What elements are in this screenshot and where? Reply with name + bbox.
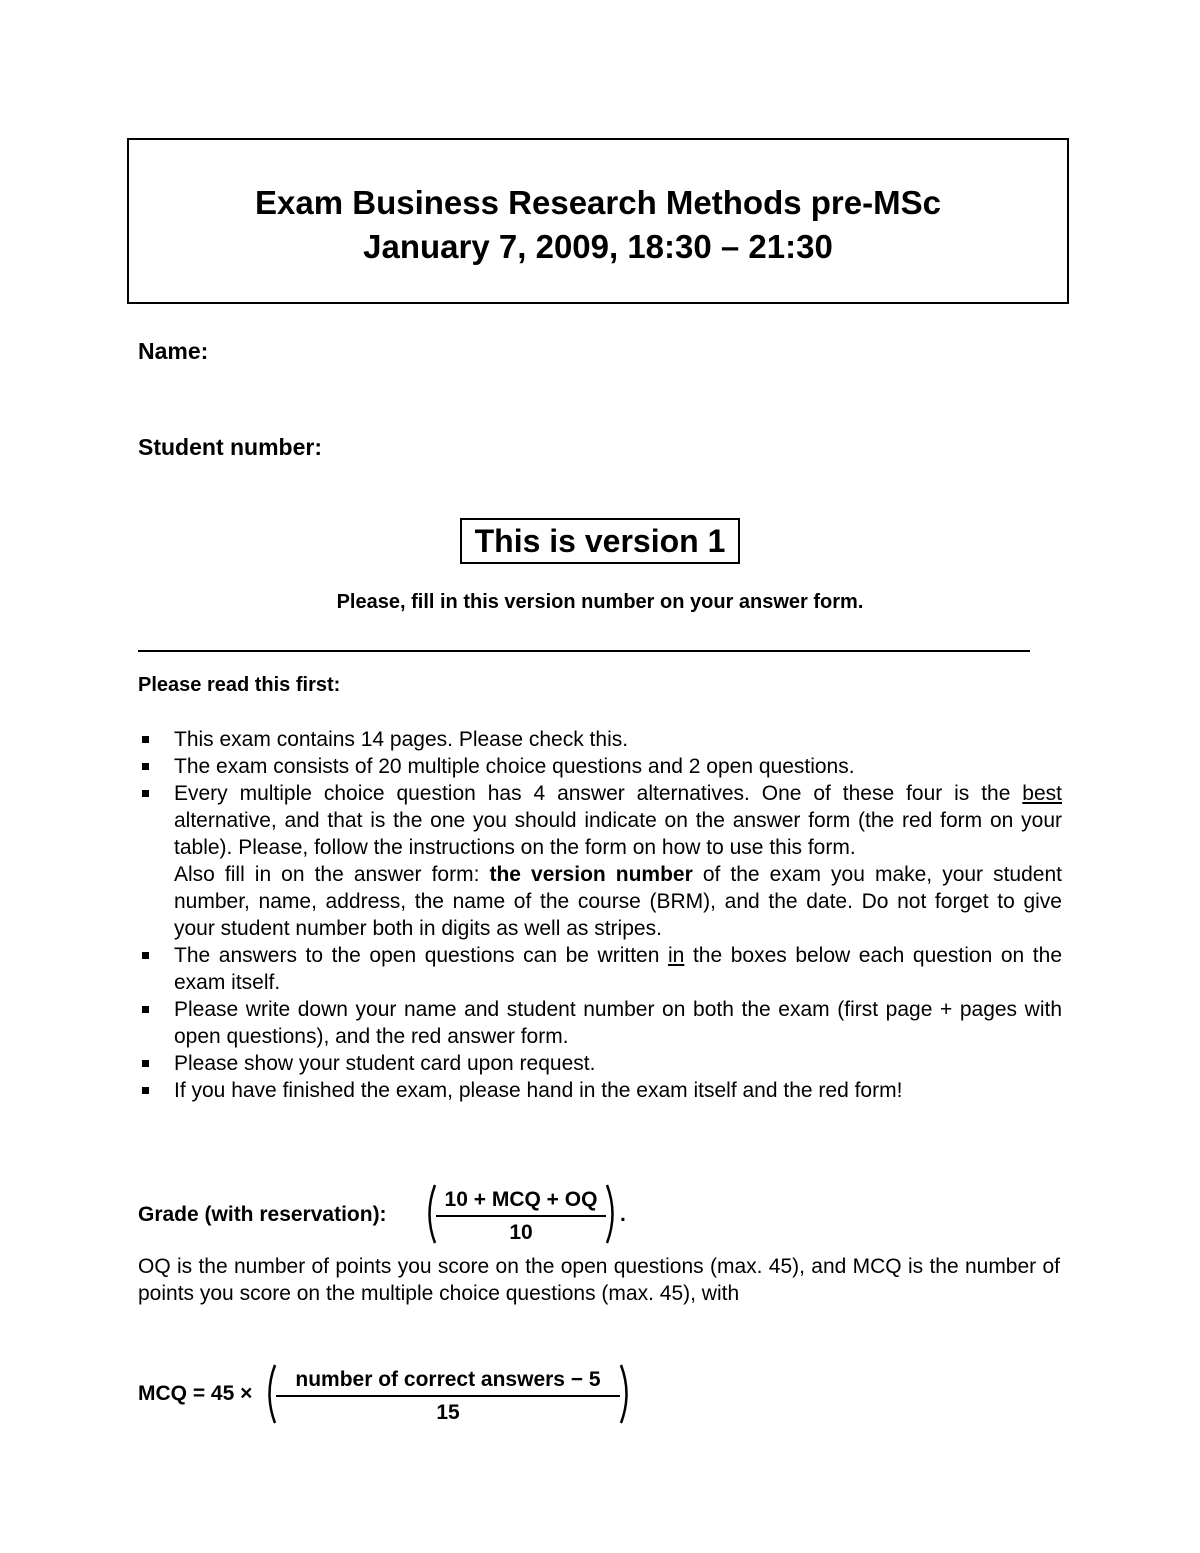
grade-denominator: 10 — [509, 1221, 533, 1244]
bullet-icon — [142, 1006, 149, 1013]
name-label: Name: — [138, 338, 209, 364]
grade-numerator: 10 + MCQ + OQ — [436, 1188, 606, 1217]
version-instruction: Please, fill in this version number on your answer form. — [336, 591, 864, 613]
bullet-icon — [142, 736, 149, 743]
bullet-icon — [142, 1060, 149, 1067]
list-item: The exam consists of 20 multiple choice questions and 2 open questions. — [138, 753, 1062, 780]
list-item: Every multiple choice question has 4 answer alternatives. One of these four is the best alternative, and that is the one you should indicate on the answer form (the red form on your table). Please, follow the instructions on the form on how to use this form. Also fill in on the answer form: the version number of the exam you make, your student number, name, address, the name of the course (BRM), and the date. Do not forget to give your student number both in digits as well as stripes. — [138, 780, 1062, 942]
list-item: Please show your student card upon request. — [138, 1050, 1062, 1077]
exam-title-box — [127, 138, 1069, 304]
instructions-list — [138, 726, 1062, 1104]
mcq-lhs: MCQ = 45 × — [138, 1382, 253, 1405]
list-item: The answers to the open questions can be written in the boxes below each question on the exam itself. — [138, 942, 1062, 996]
bullet-icon — [142, 763, 149, 770]
right-paren-icon — [604, 1183, 620, 1245]
exam-date-time: January 7, 2009, 18:30 – 21:30 — [363, 228, 833, 265]
grade-trailing: . — [620, 1203, 626, 1226]
grade-explanation: OQ is the number of points you score on the open questions (max. 45), and MCQ is the number of points you score on the multiple choice questions (max. 45), with — [138, 1255, 1060, 1305]
student-number-label: Student number: — [138, 434, 322, 460]
version-box: This is version 1 — [460, 518, 740, 564]
right-paren-icon — [618, 1363, 634, 1425]
mcq-denominator: 15 — [436, 1401, 460, 1424]
bullet-icon — [142, 790, 149, 797]
exam-title: Exam Business Research Methods pre-MSc — [255, 184, 941, 221]
grade-label: Grade (with reservation): — [138, 1203, 387, 1226]
grade-fraction — [436, 1188, 606, 1245]
list-item: If you have finished the exam, please hand in the exam itself and the red form! — [138, 1077, 1062, 1104]
list-item: This exam contains 14 pages. Please check this. — [138, 726, 1062, 753]
divider — [138, 650, 1030, 652]
mcq-fraction — [276, 1368, 620, 1425]
bullet-icon — [142, 952, 149, 959]
list-item: Please write down your name and student number on both the exam (first page + pages with open questions), and the red answer form. — [138, 996, 1062, 1050]
bullet-icon — [142, 1087, 149, 1094]
instructions-heading: Please read this first: — [138, 674, 341, 696]
mcq-numerator: number of correct answers − 5 — [276, 1368, 620, 1397]
